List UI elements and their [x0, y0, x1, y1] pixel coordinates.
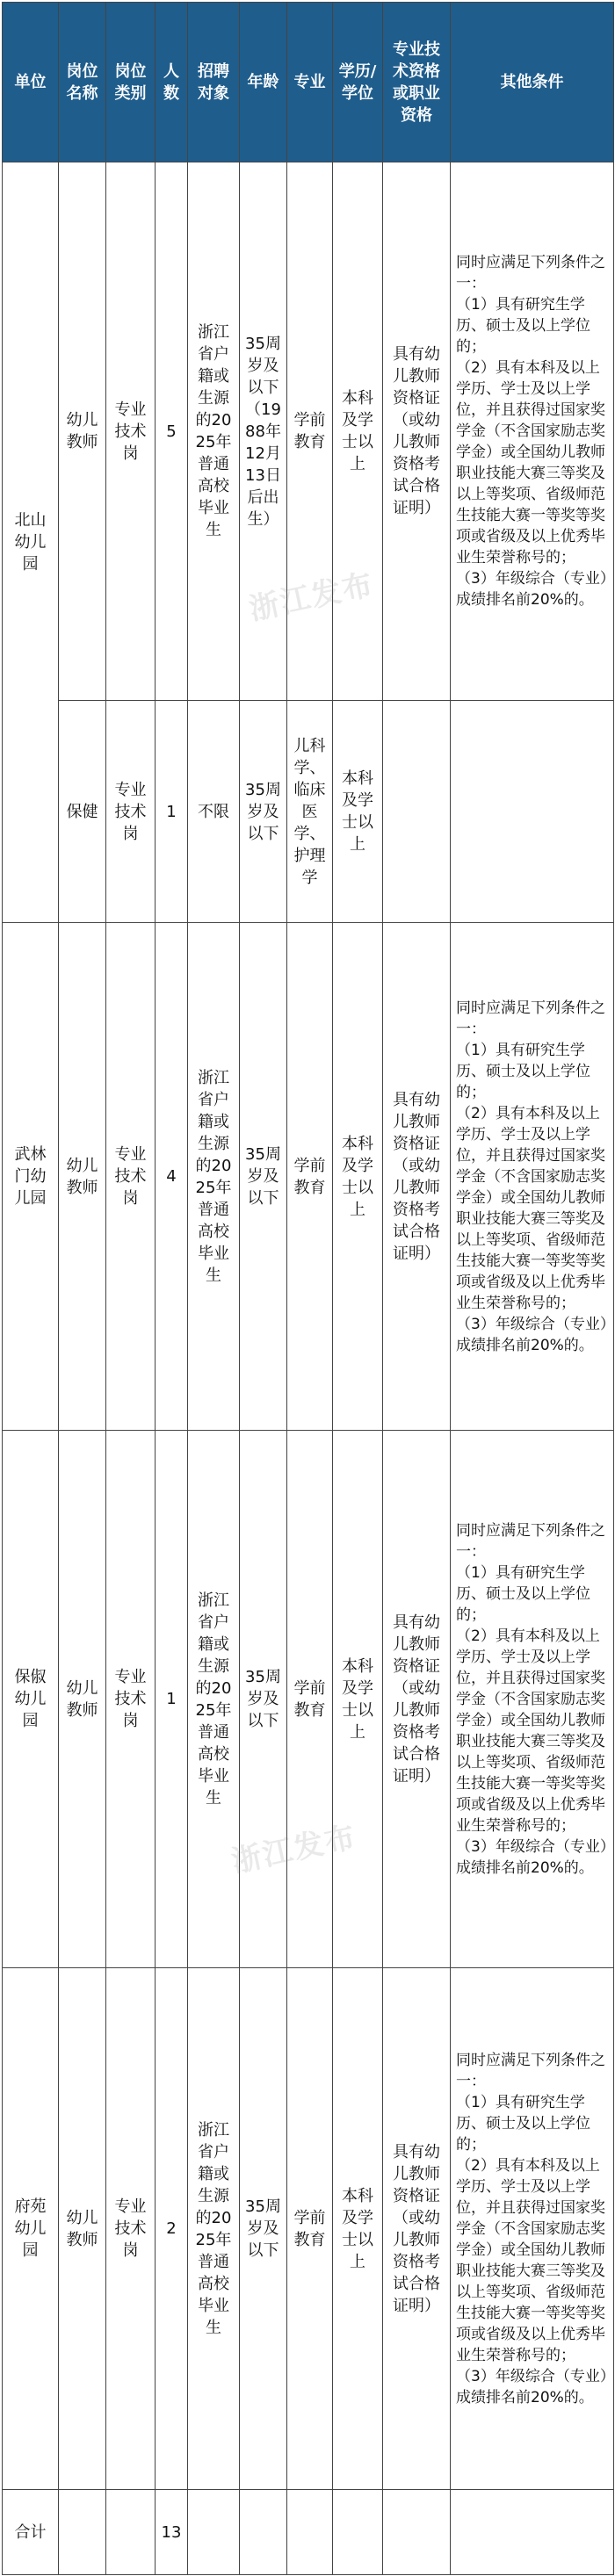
cell-education: 本科及学士以上 [333, 923, 383, 1431]
cell-unit: 保俶幼儿园 [3, 1431, 59, 1968]
cell-post: 幼儿教师 [59, 162, 106, 701]
cell-age: 35周岁及以下 [240, 1431, 287, 1968]
cell-age: 35周岁及以下 [240, 1968, 287, 2490]
condition-text: 同时应满足下列条件之一： （1）具有研究生学历、硕士及以上学位的； （2）具有本科及以上学历、学士及以上学位，并且获得过国家奖学金（不含国家励志奖学金）或全国幼儿教师职业技能大赛三等奖及以上等奖项、省级师范生技能大赛一等奖等奖项或省级及以上优秀毕业生荣誉称号的； （3）年级综合（专业）成绩排名前20%的。 [456, 2051, 608, 2406]
header-row [3, 3, 614, 162]
table-row [3, 1431, 614, 1968]
header-education: 学历/学位 [333, 3, 383, 162]
table-row [3, 701, 614, 923]
cell-other-conditions [451, 1431, 614, 1968]
cell-education: 本科及学士以上 [333, 1968, 383, 2490]
total-empty-cell [287, 2490, 333, 2575]
recruitment-table [2, 2, 614, 2575]
cell-other-conditions [451, 1968, 614, 2490]
cell-category: 专业技术岗 [106, 162, 156, 701]
cell-target: 浙江省户籍或生源的2025年普通高校毕业生 [188, 923, 240, 1431]
watermark: 浙江发布 [246, 566, 378, 628]
table-row [3, 923, 614, 1431]
total-empty-cell [383, 2490, 451, 2575]
header-qualification: 专业技术资格或职业资格 [383, 3, 451, 162]
cell-major: 学前教育 [287, 1968, 333, 2490]
total-label: 合计 [3, 2490, 59, 2575]
total-empty-cell [106, 2490, 156, 2575]
cell-post: 幼儿教师 [59, 923, 106, 1431]
condition-text: 同时应满足下列条件之一： （1）具有研究生学历、硕士及以上学位的； （2）具有本科及以上学历、学士及以上学位，并且获得过国家奖学金（不含国家励志奖学金）或全国幼儿教师职业技能大赛三等奖及以上等奖项、省级师范生技能大赛一等奖等奖项或省级及以上优秀毕业生荣誉称号的； （3）年级综合（专业）成绩排名前20%的。 [456, 1521, 608, 1877]
total-empty-cell [59, 2490, 106, 2575]
cell-count: 5 [156, 162, 188, 701]
cell-major: 学前教育 [287, 162, 333, 701]
cell-category: 专业技术岗 [106, 923, 156, 1431]
cell-category: 专业技术岗 [106, 1968, 156, 2490]
cell-target: 浙江省户籍或生源的2025年普通高校毕业生 [188, 1431, 240, 1968]
table-row [3, 162, 614, 701]
cell-post: 保健 [59, 701, 106, 923]
cell-count: 4 [156, 923, 188, 1431]
cell-target: 浙江省户籍或生源的2025年普通高校毕业生 [188, 1968, 240, 2490]
total-row [3, 2490, 614, 2575]
cell-other-conditions [451, 923, 614, 1431]
cell-count: 1 [156, 701, 188, 923]
header-major: 专业 [287, 3, 333, 162]
cell-unit: 北山幼儿园 [3, 162, 59, 923]
cell-count: 2 [156, 1968, 188, 2490]
cell-other-conditions [451, 162, 614, 701]
cell-other-conditions [451, 701, 614, 923]
total-empty-cell [240, 2490, 287, 2575]
header-post-name: 岗位名称 [59, 3, 106, 162]
cell-education: 本科及学士以上 [333, 701, 383, 923]
header-target: 招聘对象 [188, 3, 240, 162]
cell-education: 本科及学士以上 [333, 1431, 383, 1968]
cell-major: 儿科学、临床医学、护理学 [287, 701, 333, 923]
table-row [3, 1968, 614, 2490]
cell-qualification [383, 701, 451, 923]
cell-age: 35周岁及以下 [240, 923, 287, 1431]
header-count: 人数 [156, 3, 188, 162]
cell-age: 35周岁及以下（1988年12月13日后出生） [240, 162, 287, 701]
cell-qualification: 具有幼儿教师资格证（或幼儿教师资格考试合格证明） [383, 162, 451, 701]
cell-unit: 武林门幼儿园 [3, 923, 59, 1431]
cell-qualification: 具有幼儿教师资格证（或幼儿教师资格考试合格证明） [383, 923, 451, 1431]
header-age: 年龄 [240, 3, 287, 162]
total-count: 13 [156, 2490, 188, 2575]
header-unit: 单位 [3, 3, 59, 162]
header-other-conditions: 其他条件 [451, 3, 614, 162]
cell-category: 专业技术岗 [106, 1431, 156, 1968]
cell-count: 1 [156, 1431, 188, 1968]
cell-target: 浙江省户籍或生源的2025年普通高校毕业生 [188, 162, 240, 701]
cell-target: 不限 [188, 701, 240, 923]
cell-post: 幼儿教师 [59, 1968, 106, 2490]
cell-major: 学前教育 [287, 923, 333, 1431]
cell-unit: 府苑幼儿园 [3, 1968, 59, 2490]
total-empty-cell [333, 2490, 383, 2575]
total-empty-cell [188, 2490, 240, 2575]
cell-post: 幼儿教师 [59, 1431, 106, 1968]
cell-qualification: 具有幼儿教师资格证（或幼儿教师资格考试合格证明） [383, 1968, 451, 2490]
cell-major: 学前教育 [287, 1431, 333, 1968]
cell-qualification: 具有幼儿教师资格证（或幼儿教师资格考试合格证明） [383, 1431, 451, 1968]
total-empty-cell [451, 2490, 614, 2575]
condition-text: 同时应满足下列条件之一： （1）具有研究生学历、硕士及以上学位的； （2）具有本科及以上学历、学士及以上学位，并且获得过国家奖学金（不含国家励志奖学金）或全国幼儿教师职业技能大赛三等奖及以上等奖项、省级师范生技能大赛一等奖等奖项或省级及以上优秀毕业生荣誉称号的； （3）年级综合（专业）成绩排名前20%的。 [456, 254, 608, 609]
watermark: 浙江发布 [228, 1819, 360, 1880]
cell-education: 本科及学士以上 [333, 162, 383, 701]
cell-category: 专业技术岗 [106, 701, 156, 923]
header-post-category: 岗位类别 [106, 3, 156, 162]
condition-text: 同时应满足下列条件之一： （1）具有研究生学历、硕士及以上学位的； （2）具有本科及以上学历、学士及以上学位，并且获得过国家奖学金（不含国家励志奖学金）或全国幼儿教师职业技能大赛三等奖及以上等奖项、省级师范生技能大赛一等奖等奖项或省级及以上优秀毕业生荣誉称号的； （3）年级综合（专业）成绩排名前20%的。 [456, 999, 608, 1354]
cell-age: 35周岁及以下 [240, 701, 287, 923]
